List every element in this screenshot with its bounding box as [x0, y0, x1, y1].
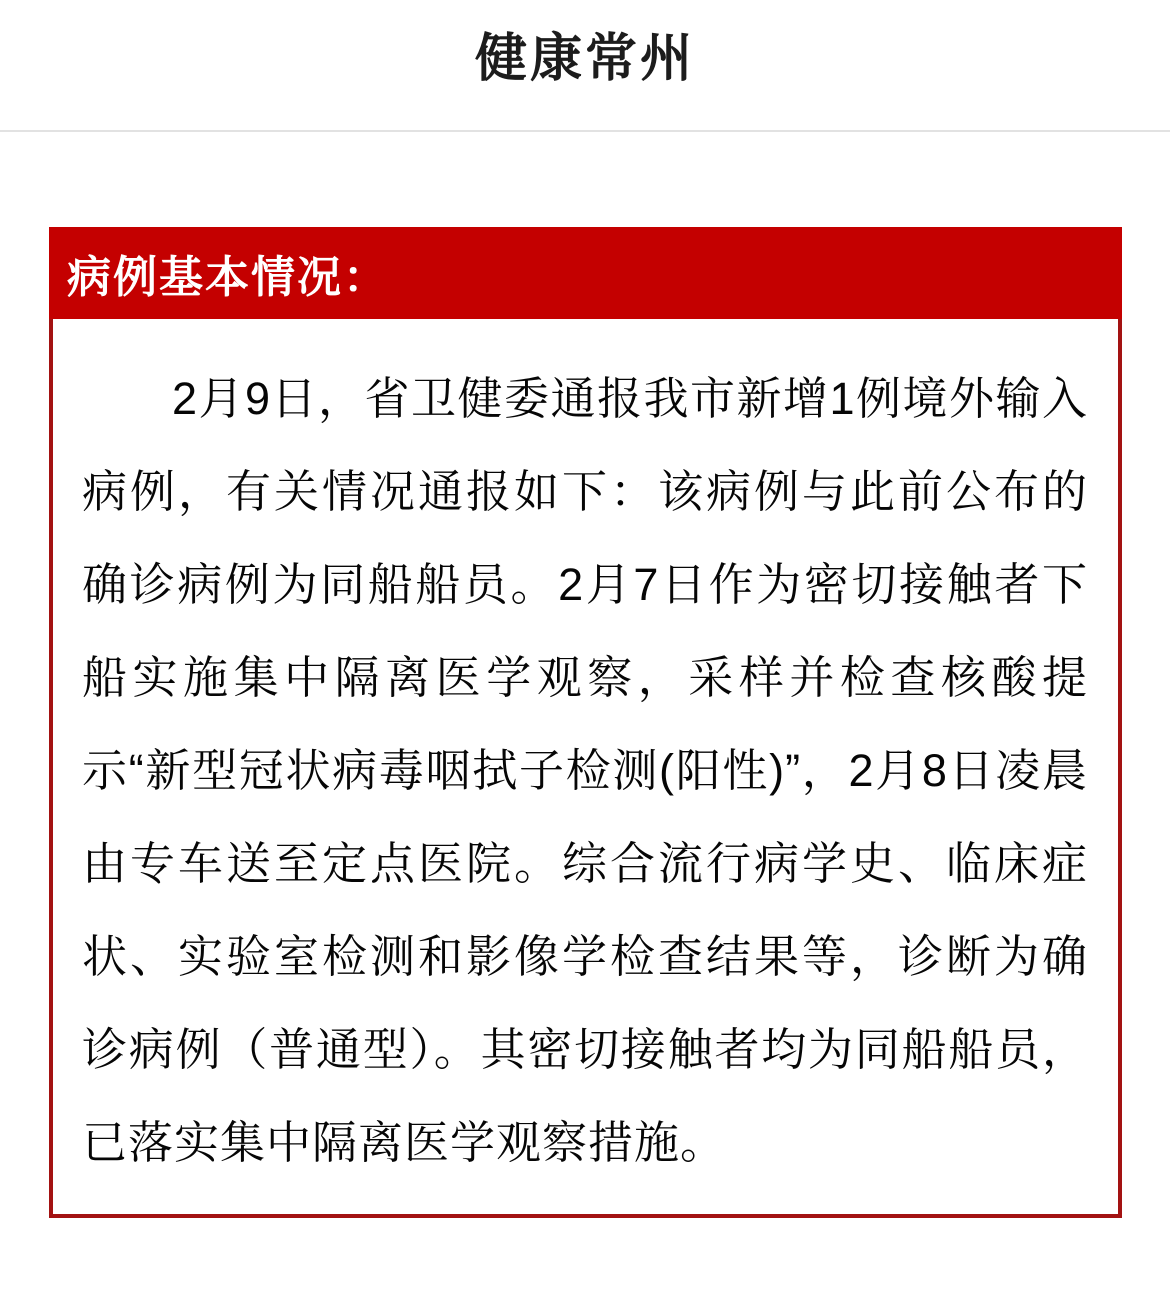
notice-box [49, 227, 1122, 1218]
page-title: 健康常州 [474, 30, 695, 88]
notice-body-text: 2月9日，省卫健委通报我市新增1例境外输入病例，有关情况通报如下：该病例与此前公布的确诊病例为同船船员。2月7日作为密切接触者下船实施集中隔离医学观察，采样并检查核酸提示“新型冠状病毒咽拭子检测(阳性)”，2月8日凌晨由专车送至定点医院。综合流行病学史、临床症状、实验室检测和影像学检查结果等，诊断为确诊病例（普通型）。其密切接触者均为同船船员，已落实集中隔离医学观察措施。 [82, 373, 1088, 1168]
notice-header-bar [49, 227, 1122, 319]
notice-header-label: 病例基本情况： [67, 253, 389, 302]
notice-content [49, 319, 1122, 1218]
header-divider [0, 130, 1170, 132]
